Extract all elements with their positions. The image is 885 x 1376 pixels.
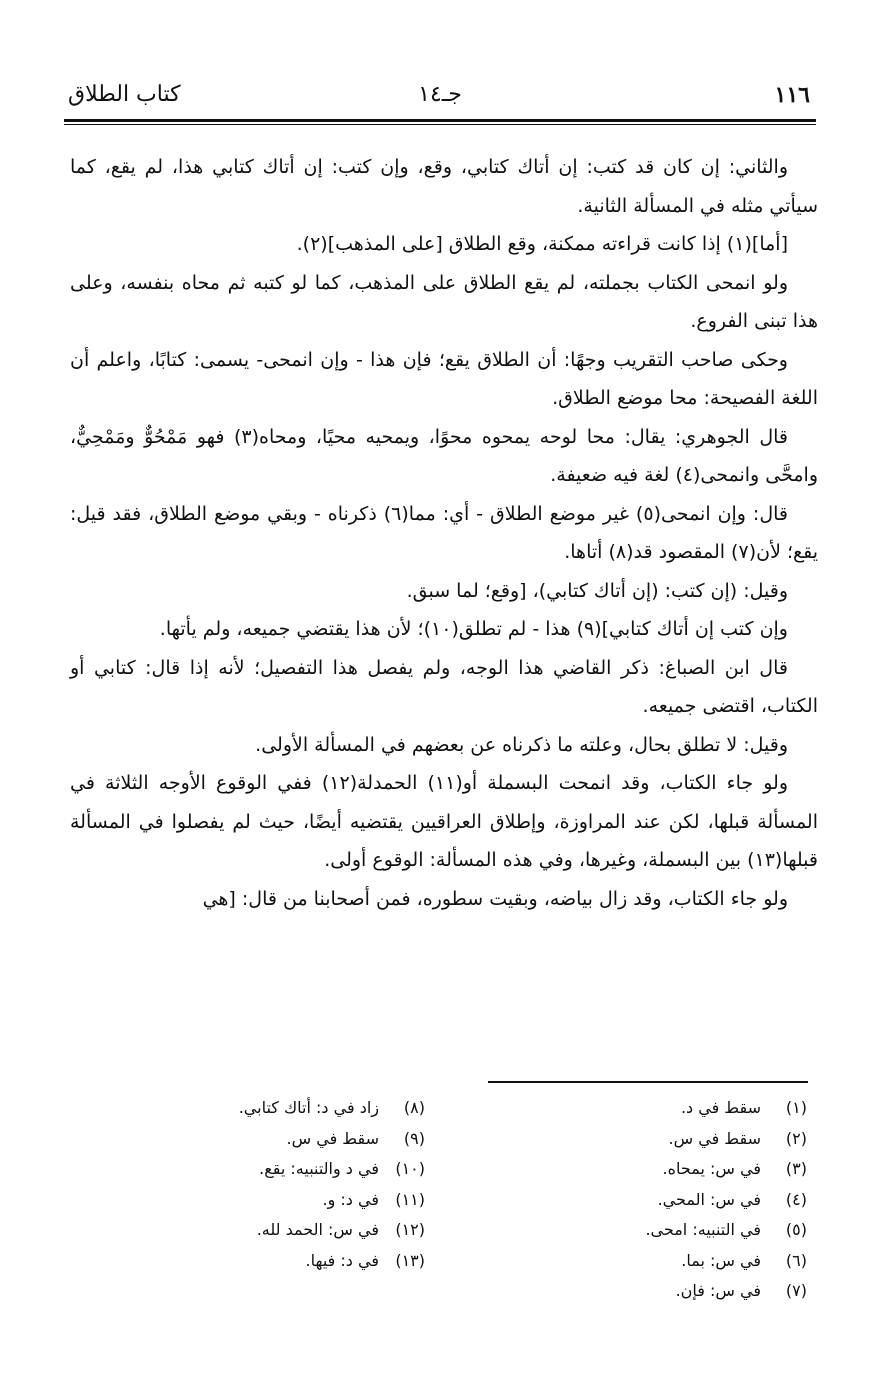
footnote (145, 1124, 425, 1155)
book-title: كتاب الطلاق (68, 82, 181, 107)
header-rule-thick (64, 119, 816, 122)
footnote-text: في س: فإن. (675, 1281, 761, 1300)
footnote-text: في التنبيه: امحى. (645, 1220, 761, 1239)
footnote (145, 1215, 425, 1246)
footnote-number: (١٠) (395, 1159, 425, 1178)
paragraph: ولو جاء الكتاب، وقد انمحت البسملة أو(١١) الحمدلة(١٢) ففي الوقوع الأوجه الثلاثة في المسألة قبلها، لكن عند المراوزة، وإطلاق العراقيين يقتضيه أيضًا، حيث لم يفصلوا في المسألة قبلها(١٣) بين البسملة، وغيرها، وفي هذه المسألة: الوقوع أولى. (70, 772, 818, 871)
header-rule-thin (64, 124, 816, 125)
footnote (145, 1093, 425, 1124)
footnote-separator (488, 1081, 808, 1083)
footnote (507, 1215, 807, 1246)
main-text (70, 148, 818, 918)
paragraph: ولو جاء الكتاب، وقد زال بياضه، وبقيت سطوره، فمن أصحابنا من قال: [هي (202, 887, 788, 910)
footnote-number: (٣) (785, 1159, 807, 1178)
footnote-number: (٨) (403, 1098, 425, 1117)
footnote-text: في د والتنبيه: يقع. (259, 1159, 379, 1178)
footnote-number: (٦) (785, 1250, 807, 1270)
paragraph: قال ابن الصباغ: ذكر القاضي هذا الوجه، ولم يفصل هذا التفصيل؛ لأنه إذا قال: كتابي أو الكتاب، اقتضى جميعه. (70, 656, 818, 717)
footnote-number: (١) (785, 1098, 807, 1117)
footnote (145, 1185, 425, 1216)
paragraph: [أما](١) إذا كانت قراءته ممكنة، وقع الطلاق [على المذهب](٢). (296, 233, 788, 255)
footnote (507, 1093, 807, 1124)
footnote-text: في د: فيها. (305, 1250, 379, 1270)
footnote-number: (٤) (785, 1189, 807, 1209)
footnote-text: في د: و. (322, 1189, 379, 1209)
footnote (507, 1185, 807, 1216)
footnote-text: في س: الحمد لله. (256, 1220, 379, 1239)
footnote-number: (١٢) (395, 1220, 425, 1239)
paragraph: والثاني: إن كان قد كتب: إن أتاك كتابي، وقع، وإن كتب: إن أتاك كتابي هذا، لم يقع، كما سيأتي مثله في المسألة الثانية. (70, 156, 818, 217)
footnote-text: في س: بما. (681, 1250, 761, 1270)
footnote-number: (١٣) (395, 1250, 425, 1270)
footnote-text: في س: يمحاه. (662, 1159, 761, 1178)
footnote-text: سقط في س. (668, 1128, 761, 1148)
paragraph: قال الجوهري: يقال: محا لوحه يمحوه محوًا، ويمحيه محيًا، ومحاه(٣) فهو مَمْحُوٌّ ومَمْحِيٌّ، وامحَّى وانمحى(٤) لغة فيه ضعيفة. (70, 425, 818, 486)
footnote-number: (٩) (403, 1128, 425, 1148)
footnote-text: سقط في د. (680, 1098, 761, 1117)
footnote (507, 1276, 807, 1307)
footnotes-left-column (145, 1093, 425, 1276)
paragraph: ولو انمحى الكتاب بجملته، لم يقع الطلاق على المذهب، كما لو كتبه ثم محاه بنفسه، وعلى هذا تبنى الفروع. (70, 271, 818, 332)
paragraph: وقيل: (إن كتب: (إن أتاك كتابي)، [وقع؛ لما سبق. (406, 579, 788, 602)
paragraph: وحكى صاحب التقريب وجهًا: أن الطلاق يقع؛ فإن هذا - وإن انمحى- يسمى: كتابًا، واعلم أن اللغة الفصيحة: محا موضع الطلاق. (70, 348, 818, 409)
footnote-number: (١١) (395, 1189, 425, 1209)
footnote-text: في س: المحي. (657, 1189, 761, 1209)
paragraph: وإن كتب إن أتاك كتابي](٩) هذا - لم تطلق(١٠)؛ لأن هذا يقتضي جميعه، ولم يأتها. (159, 618, 788, 640)
footnote-text: زاد في د: أتاك كتابي. (238, 1098, 379, 1117)
footnote (145, 1246, 425, 1277)
footnote-number: (٥) (785, 1220, 807, 1239)
running-header (64, 82, 816, 116)
footnote (507, 1246, 807, 1277)
footnote-number: (٢) (785, 1128, 807, 1148)
page-number: ١١٦ (774, 82, 810, 108)
footnote (507, 1154, 807, 1185)
footnote-number: (٧) (785, 1281, 807, 1300)
footnote (145, 1154, 425, 1185)
volume-label: جـ١٤ (418, 82, 462, 107)
paragraph: قال: وإن انمحى(٥) غير موضع الطلاق - أي: مما(٦) ذكرناه - وبقي موضع الطلاق، فقد قيل: يقع؛ لأن(٧) المقصود قد(٨) أتاها. (70, 502, 818, 563)
footnotes-right-column (507, 1093, 807, 1307)
paragraph: وقيل: لا تطلق بحال، وعلته ما ذكرناه عن بعضهم في المسألة الأولى. (255, 733, 788, 756)
footnote-text: سقط في س. (286, 1128, 379, 1148)
footnote (507, 1124, 807, 1155)
